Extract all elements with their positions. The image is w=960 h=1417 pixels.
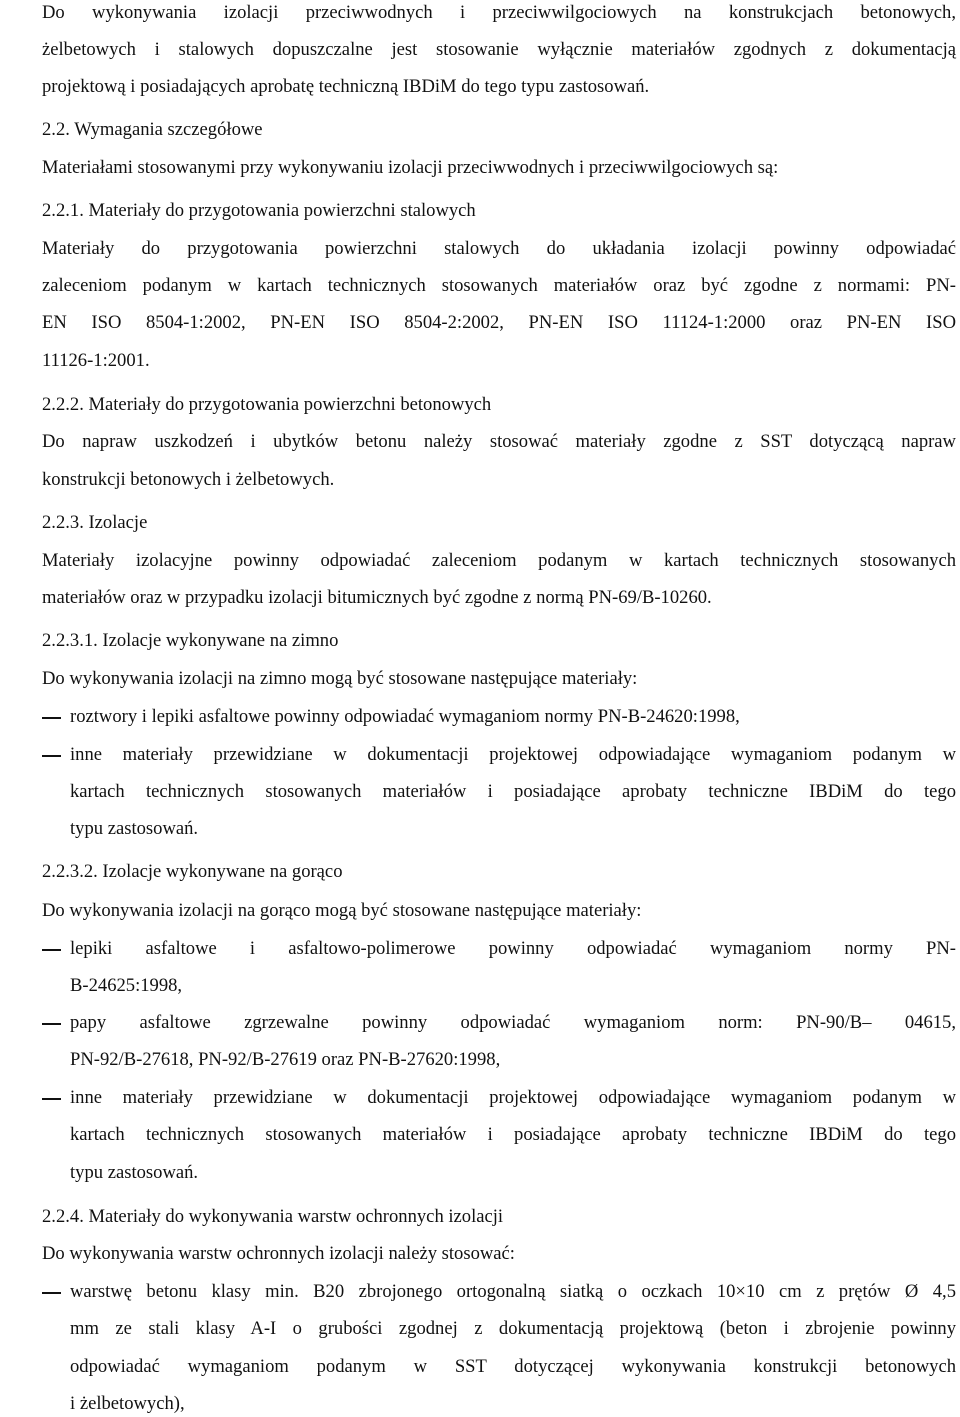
list-item: roztwory i lepiki asfaltowe powinny odpowiadać wymaganiom normy PN-B-24620:1998, <box>70 706 740 727</box>
section-2-2-2-line-1: Do napraw uszkodzeń i ubytków betonu należy stosować materiały zgodne z SST dotyczącą napraw <box>42 431 956 452</box>
list-dash <box>42 949 61 951</box>
section-2-2-1-line-3: EN ISO 8504-1:2002, PN-EN ISO 8504-2:2002, PN-EN ISO 11124-1:2000 oraz PN-EN ISO <box>42 312 956 333</box>
section-2-2-3-2-heading: 2.2.3.2. Izolacje wykonywane na gorąco <box>42 861 343 882</box>
intro-line-3: projektową i posiadających aprobatę techniczną IBDiM do tego typu zastosowań. <box>42 76 650 97</box>
list-item-continuation: kartach technicznych stosowanych materiałów i posiadające aprobaty techniczne IBDiM do tego <box>70 781 956 802</box>
list-dash <box>42 755 61 757</box>
list-item-continuation: mm ze stali klasy A-I o grubości zgodnej z dokumentacją projektową (beton i zbrojenie powinny <box>70 1318 956 1339</box>
list-item-continuation: kartach technicznych stosowanych materiałów i posiadające aprobaty techniczne IBDiM do tego <box>70 1124 956 1145</box>
list-dash <box>42 717 61 719</box>
section-2-2-3-line-2: materiałów oraz w przypadku izolacji bitumicznych być zgodne z normą PN-69/B-10260. <box>42 587 712 608</box>
list-item-continuation: typu zastosowań. <box>70 818 199 839</box>
section-2-2-3-1-text: Do wykonywania izolacji na zimno mogą być stosowane następujące materiały: <box>42 668 638 689</box>
section-2-2-1-line-1: Materiały do przygotowania powierzchni stalowych do układania izolacji powinny odpowiadać <box>42 238 956 259</box>
list-dash <box>42 1023 61 1025</box>
list-item: warstwę betonu klasy min. B20 zbrojonego ortogonalną siatką o oczkach 10×10 cm z prętów Ø 4,5 <box>70 1281 956 1302</box>
list-item-continuation: odpowiadać wymaganiom podanym w SST dotyczącej wykonywania konstrukcji betonowych <box>70 1356 956 1377</box>
section-2-2-3-2-text: Do wykonywania izolacji na gorąco mogą być stosowane następujące materiały: <box>42 900 642 921</box>
list-item: inne materiały przewidziane w dokumentacji projektowej odpowiadające wymaganiom podanym w <box>70 1087 956 1108</box>
section-2-2-4-text: Do wykonywania warstw ochronnych izolacji należy stosować: <box>42 1243 515 1264</box>
section-2-2-3-1-heading: 2.2.3.1. Izolacje wykonywane na zimno <box>42 630 339 651</box>
list-item: papy asfaltowe zgrzewalne powinny odpowiadać wymaganiom norm: PN-90/B– 04615, <box>70 1012 956 1033</box>
list-dash <box>42 1098 61 1100</box>
intro-line-1: Do wykonywania izolacji przeciwwodnych i przeciwwilgociowych na konstrukcjach betonowych, <box>42 2 956 23</box>
list-item-continuation: PN-92/B-27618, PN-92/B-27619 oraz PN-B-27620:1998, <box>70 1049 501 1070</box>
section-2-2-1-line-4: 11126-1:2001. <box>42 350 150 371</box>
list-item-continuation: typu zastosowań. <box>70 1162 199 1183</box>
list-item: lepiki asfaltowe i asfaltowo-polimerowe powinny odpowiadać wymaganiom normy PN- <box>70 938 956 959</box>
section-2-2-heading: 2.2. Wymagania szczegółowe <box>42 119 263 140</box>
section-2-2-text: Materiałami stosowanymi przy wykonywaniu izolacji przeciwwodnych i przeciwwilgociowych są: <box>42 157 779 178</box>
section-2-2-2-line-2: konstrukcji betonowych i żelbetowych. <box>42 469 335 490</box>
section-2-2-3-heading: 2.2.3. Izolacje <box>42 512 148 533</box>
section-2-2-3-line-1: Materiały izolacyjne powinny odpowiadać zaleceniom podanym w kartach technicznych stosowanych <box>42 550 956 571</box>
list-item: inne materiały przewidziane w dokumentacji projektowej odpowiadające wymaganiom podanym w <box>70 744 956 765</box>
section-2-2-1-heading: 2.2.1. Materiały do przygotowania powierzchni stalowych <box>42 200 476 221</box>
section-2-2-2-heading: 2.2.2. Materiały do przygotowania powierzchni betonowych <box>42 394 492 415</box>
section-2-2-4-heading: 2.2.4. Materiały do wykonywania warstw ochronnych izolacji <box>42 1206 504 1227</box>
list-item-continuation: B-24625:1998, <box>70 975 183 996</box>
list-dash <box>42 1292 61 1294</box>
intro-line-2: żelbetowych i stalowych dopuszczalne jest stosowanie wyłącznie materiałów zgodnych z dokumentacją <box>42 39 956 60</box>
section-2-2-1-line-2: zaleceniom podanym w kartach technicznych stosowanych materiałów oraz być zgodne z normami: PN- <box>42 275 956 296</box>
list-item-continuation: i żelbetowych), <box>70 1393 185 1414</box>
